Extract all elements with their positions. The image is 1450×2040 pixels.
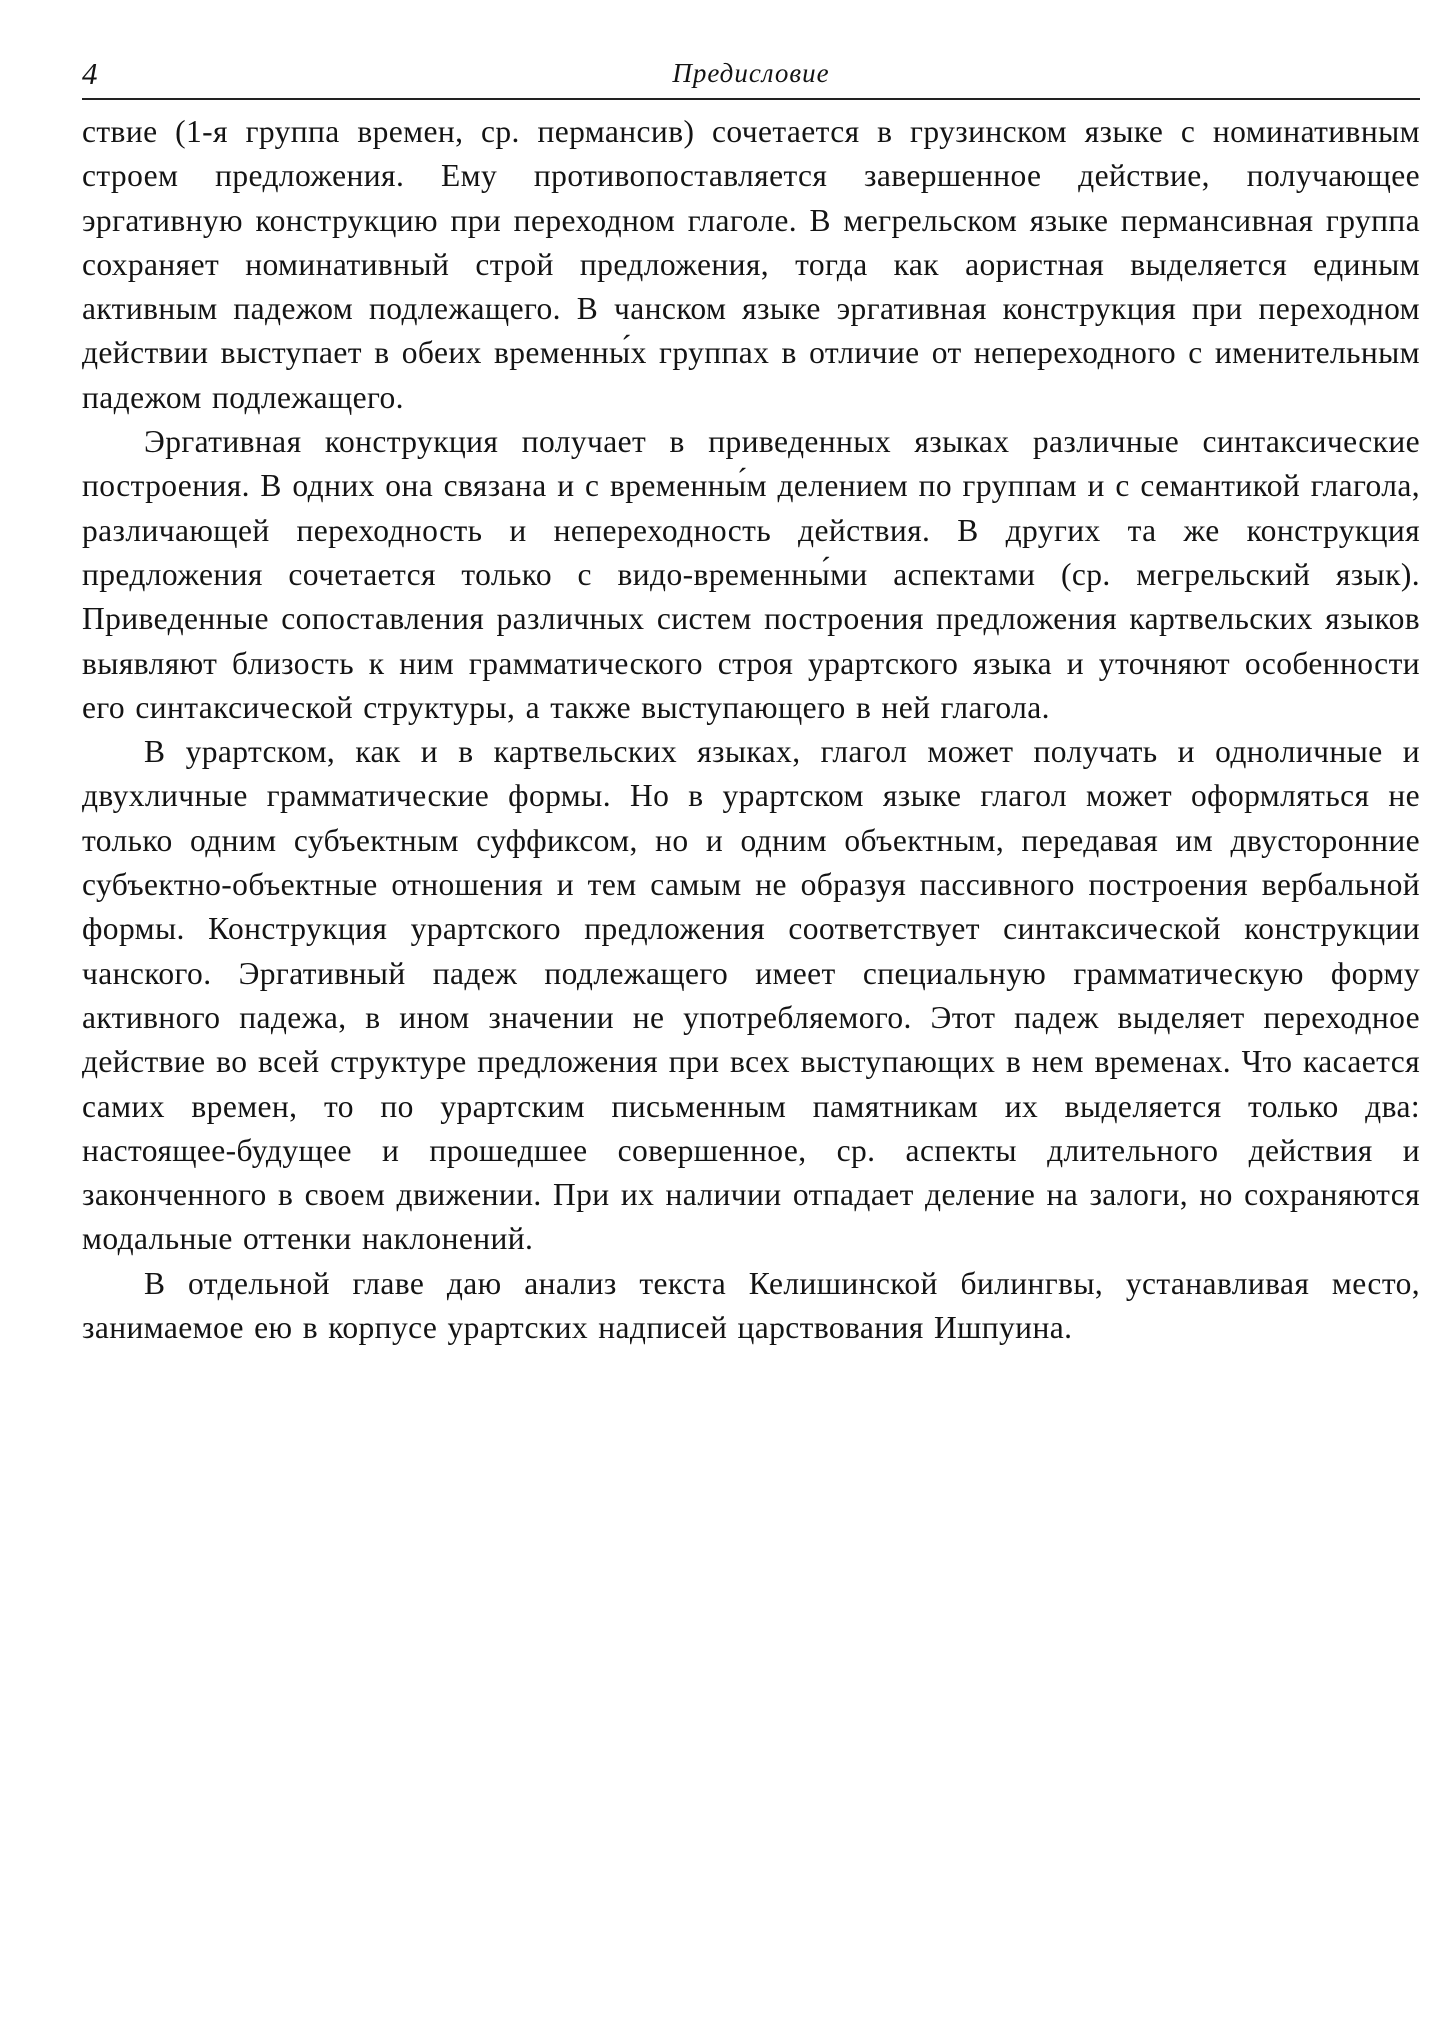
book-page — [82, 52, 1420, 1350]
running-title: Предисловие — [672, 58, 830, 88]
paragraph-continuation: ствие (1-я группа времен, ср. пермансив) сочетается в грузинском языке с номинативным строем предложения. Ему противопоставляется завершенное действие, получающее эргативную конструкцию при переходном глаголе. В мегрельском языке пермансивная группа сохраняет номинативный строй предложения, тогда как аористная выделяется единым активным падежом подлежащего. В чанском языке эргативная конструкция при переходном действии выступает в обеих временны́х группах в отличие от непереходного с именительным падежом подлежащего. — [82, 114, 1420, 415]
body-text — [82, 110, 1420, 1350]
running-head — [82, 52, 1420, 100]
paragraph-ergative-construction: Эргативная конструкция получает в приведенных языках различные синтаксические построения. В одних она связана и с временны́м делением по группам и с семантикой глагола, различающей переходность и непереходность действия. В других та же конструкция предложения сочетается только с видо-временны́ми аспектами (ср. мегрельский язык). Приведенные сопоставления различных систем построения предложения картвельских языков выявляют близость к ним грамматического строя урартского языка и уточняют особенности его синтаксической структуры, а также выступающего в ней глагола. — [82, 424, 1420, 725]
paragraph-urartian-verb: В урартском, как и в картвельских языках, глагол может получать и одноличные и двухличные грамматические формы. Но в урартском языке глагол может оформляться не только одним субъектным суффиксом, но и одним объектным, передавая им двусторонние субъектно-объектные отношения и тем самым не образуя пассивного построения вербальной формы. Конструкция урартского предложения соответствует синтаксической конструкции чанского. Эргативный падеж подлежащего имеет специальную грамматическую форму активного падежа, в ином значении не употребляемого. Этот падеж выделяет переходное действие во всей структуре предложения при всех выступающих в нем временах. Что касается самих времен, то по урартским письменным памятникам их выделяется только два: настоящее-будущее и прошедшее совершенное, ср. аспекты длительного действия и законченного в своем движении. При их наличии отпадает деление на залоги, но сохраняются модальные оттенки наклонений. — [82, 734, 1420, 1257]
page-number: 4 — [82, 56, 98, 91]
paragraph-kelishin-bilingual: В отдельной главе даю анализ текста Келишинской билингвы, устанавливая место, занимаемое ею в корпусе урартских надписей царствования Ишпуина. — [82, 1265, 1420, 1346]
